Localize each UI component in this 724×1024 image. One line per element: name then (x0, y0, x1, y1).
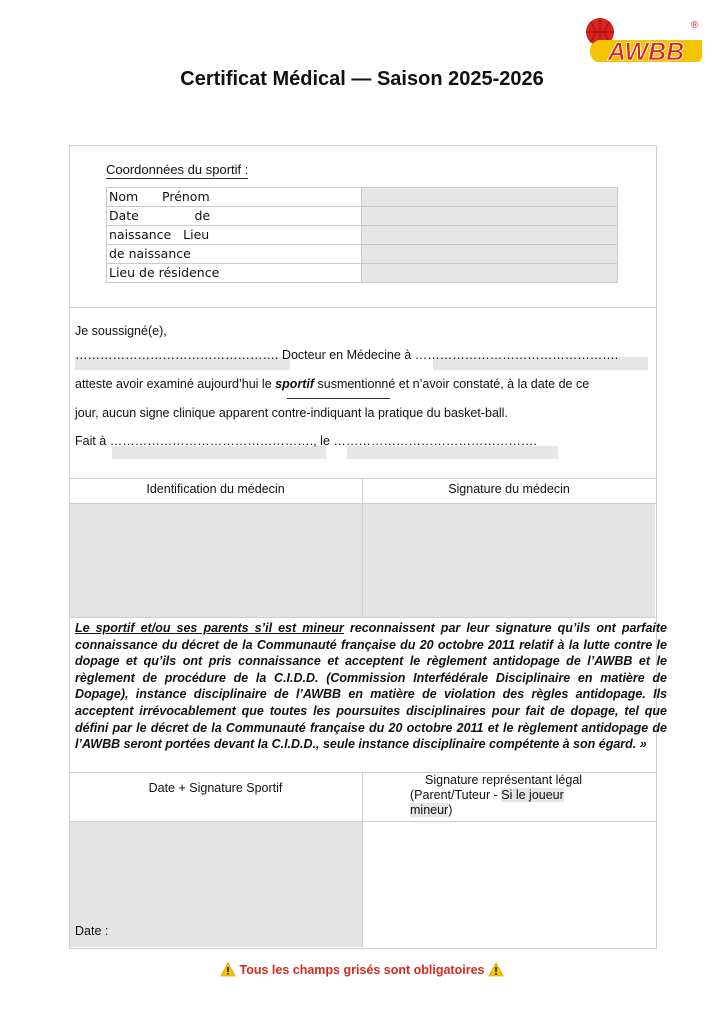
dots: …………………………………………. (75, 348, 279, 362)
legal-rest: reconnaissent par leur signature qu’ils ont parfaite connaissance du décret de la Communauté française du 20 octobre 2011 relatif à la lutte contre le dopage et qu’ils ont pris connaissance et acceptent le règlement antidopage de l’AWBB et le règlement de procédure de la C.I.D.D. (Commission Interfédérale Disciplinaire en matière de Dopage), instance disciplinaire de l’AWBB en matière de violation des règles antidopage. Ils acceptent irrévocablement que toutes les poursuites disciplinaires pour fait de dopage, tel que défini par le décret de la Communauté française du 20 octobre 2011 et le règlement antidopage de l’AWBB seront portées devant la C.I.D.D., seule instance disciplinaire compétente à son égard. » (75, 621, 668, 752)
divider (69, 307, 656, 308)
legal-underlined: Le sportif et/ou ses parents s’il est mineur (75, 621, 344, 635)
le-label: , le (313, 434, 334, 448)
legal-paragraph (75, 620, 667, 753)
declaration-line2 (75, 348, 618, 362)
declaration-line5 (75, 434, 537, 448)
date-label: Date : (75, 924, 109, 938)
lieu-residence-field[interactable] (362, 264, 618, 283)
lieu-field[interactable] (362, 226, 618, 245)
athlete-signature-field[interactable] (70, 822, 362, 947)
legal-rep-signature-field[interactable] (363, 822, 655, 947)
declaration-line4: jour, aucun signe clinique apparent contre-indiquant la pratique du basket-ball. (75, 406, 508, 420)
coordinates-heading: Coordonnées du sportif : (106, 162, 249, 177)
table-row (107, 188, 618, 207)
row-label: de naissance (107, 245, 362, 264)
text: susmentionné et n’avoir constaté, à la date de ce (314, 377, 590, 391)
dots: …………………………………………. (414, 348, 619, 362)
text: atteste avoir examiné aujourd’hui le (75, 377, 276, 391)
table-row (107, 207, 618, 226)
table-row (107, 264, 618, 283)
awbb-logo (578, 10, 706, 72)
rep-line2 (410, 788, 582, 803)
nom-prenom-field[interactable] (362, 188, 618, 207)
dots: …………………………………………. (333, 434, 537, 448)
rep-gray-text: Si le joueur (501, 788, 564, 802)
doctor-signature-field[interactable] (363, 504, 655, 617)
declaration-line3 (75, 377, 589, 391)
rep-gray-text: mineur (410, 803, 449, 817)
fait-label: Fait à (75, 434, 110, 448)
rep-line3 (410, 803, 582, 818)
dots: …………………………………………. (109, 434, 314, 448)
text: ) (448, 803, 453, 817)
doctor-signature-heading: Signature du médecin (448, 482, 570, 496)
doctor-identification-heading: Identification du médecin (146, 482, 285, 496)
declaration-intro: Je soussigné(e), (75, 324, 167, 338)
row-label: Date de (107, 207, 362, 226)
docteur-label: Docteur en Médecine à (278, 348, 415, 362)
sportif-word: sportif (275, 377, 315, 391)
doctor-identification-field[interactable] (70, 504, 362, 617)
warning-icon (488, 962, 504, 977)
svg-text:AWBB: AWBB (607, 38, 685, 66)
warning-icon (220, 962, 236, 977)
lieu-naissance-field[interactable] (362, 245, 618, 264)
warning-text: Tous les champs grisés sont obligatoires (239, 963, 485, 977)
coordinates-table (106, 187, 618, 283)
row-label: Nom Prénom (107, 188, 362, 207)
date-naissance-field[interactable] (362, 207, 618, 226)
legal-rep-heading (410, 773, 582, 818)
table-row (107, 245, 618, 264)
athlete-signature-heading: Date + Signature Sportif (148, 781, 283, 795)
underline (287, 398, 390, 399)
rep-line1: Signature représentant légal (425, 773, 583, 787)
table-row (107, 226, 618, 245)
svg-text:®: ® (691, 20, 699, 31)
row-label: Lieu de résidence (107, 264, 362, 283)
row-label: naissance Lieu (107, 226, 362, 245)
page-title: Certificat Médical — Saison 2025-2026 (180, 68, 544, 90)
mandatory-warning (0, 962, 724, 977)
text: (Parent/Tuteur - (410, 788, 502, 802)
